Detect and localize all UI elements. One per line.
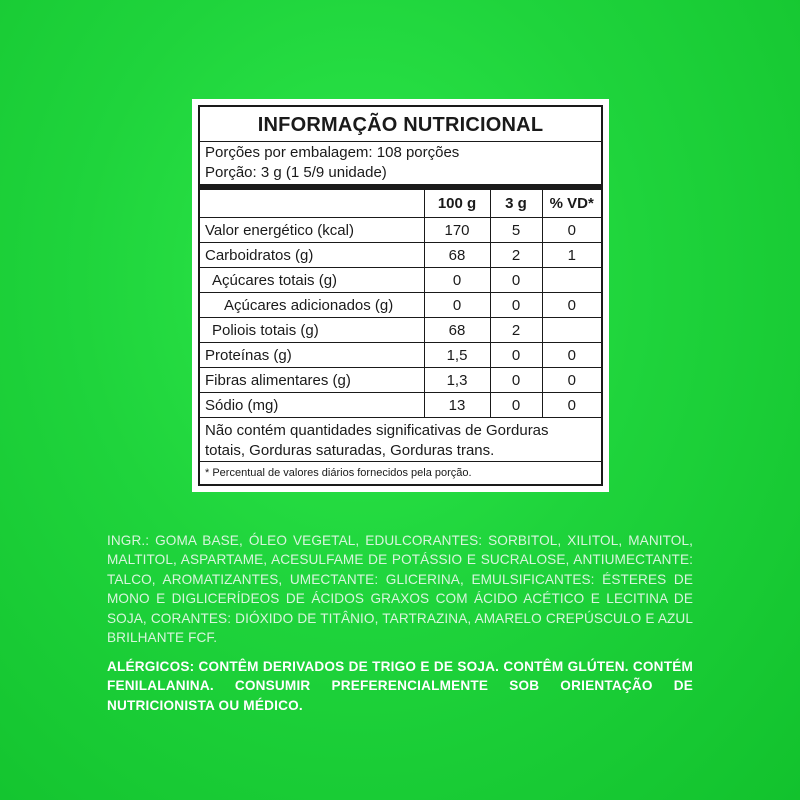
value-vd: 0	[542, 393, 601, 418]
value-100g: 0	[424, 268, 490, 293]
column-header-3g: 3 g	[490, 190, 542, 218]
value-100g: 0	[424, 293, 490, 318]
ingredients-text: INGR.: GOMA BASE, ÓLEO VEGETAL, EDULCORANTES: SORBITOL, XILITOL, MANITOL, MALTITOL, ASPARTAME, ACESULFAME DE POTÁSSIO E SUCRALOSE, ANTIUMECTANTE: TALCO, AROMATIZANTES, UMECTANTE: GLICERINA, EMULSIFICANTES: ÉSTERES DE MONO E DIGLICERÍDEOS DE ÁCIDOS GRAXOS COM ÁCIDO ACÉTICO E LECITINA DE SOJA, CORANTES: DIÓXIDO DE TITÂNIO, TARTRAZINA, AMARELO CREPÚSCULO E AZUL BRILHANTE FCF.	[107, 533, 693, 646]
footnote: * Percentual de valores diários fornecidos pela porção.	[205, 467, 472, 479]
nutrition-label	[192, 99, 609, 492]
table-row	[200, 293, 601, 318]
value-100g: 170	[424, 218, 490, 243]
value-3g: 0	[490, 343, 542, 368]
table-row	[200, 268, 601, 293]
value-3g: 2	[490, 243, 542, 268]
table-row	[200, 368, 601, 393]
nutrient-label: Açúcares adicionados (g)	[200, 293, 424, 318]
value-3g: 0	[490, 268, 542, 293]
value-vd	[542, 268, 601, 293]
value-100g: 68	[424, 243, 490, 268]
serving-info	[200, 142, 601, 184]
nutrient-label: Valor energético (kcal)	[200, 218, 424, 243]
column-header-100g: 100 g	[424, 190, 490, 218]
value-vd: 1	[542, 243, 601, 268]
value-3g: 5	[490, 218, 542, 243]
table-row	[200, 393, 601, 418]
value-100g: 1,3	[424, 368, 490, 393]
value-3g: 0	[490, 393, 542, 418]
value-3g: 0	[490, 368, 542, 393]
header-blank	[200, 190, 424, 218]
value-vd: 0	[542, 368, 601, 393]
value-100g: 68	[424, 318, 490, 343]
value-100g: 13	[424, 393, 490, 418]
nutrient-label: Sódio (mg)	[200, 393, 424, 418]
table-row	[200, 318, 601, 343]
value-vd: 0	[542, 218, 601, 243]
allergens-text: ALÉRGICOS: CONTÊM DERIVADOS DE TRIGO E DE SOJA. CONTÊM GLÚTEN. CONTÉM FENILALANINA. CONSUMIR PREFERENCIALMENTE SOB ORIENTAÇÃO DE NUTRICIONISTA OU MÉDICO.	[107, 659, 693, 713]
note-line-1: Não contém quantidades significativas de Gorduras	[205, 422, 549, 439]
value-100g: 1,5	[424, 343, 490, 368]
nutrition-frame	[198, 105, 603, 486]
value-3g: 2	[490, 318, 542, 343]
value-vd	[542, 318, 601, 343]
nutrition-title: INFORMAÇÃO NUTRICIONAL	[200, 107, 601, 142]
note-line-2: totais, Gorduras saturadas, Gorduras trans.	[205, 442, 495, 459]
column-header-vd: % VD*	[542, 190, 601, 218]
nutrient-label: Proteínas (g)	[200, 343, 424, 368]
nutrient-label: Fibras alimentares (g)	[200, 368, 424, 393]
nutrient-label: Poliois totais (g)	[200, 318, 424, 343]
nutrient-label: Carboidratos (g)	[200, 243, 424, 268]
table-header-row	[200, 190, 601, 218]
nutrition-note	[200, 418, 601, 462]
portion-size: Porção: 3 g (1 5/9 unidade)	[205, 164, 387, 181]
table-row	[200, 343, 601, 368]
servings-per-package: Porções por embalagem: 108 porções	[205, 144, 460, 161]
nutrient-label: Açúcares totais (g)	[200, 268, 424, 293]
nutrition-table	[200, 190, 601, 418]
value-3g: 0	[490, 293, 542, 318]
table-row	[200, 218, 601, 243]
table-row	[200, 243, 601, 268]
value-vd: 0	[542, 293, 601, 318]
value-vd: 0	[542, 343, 601, 368]
